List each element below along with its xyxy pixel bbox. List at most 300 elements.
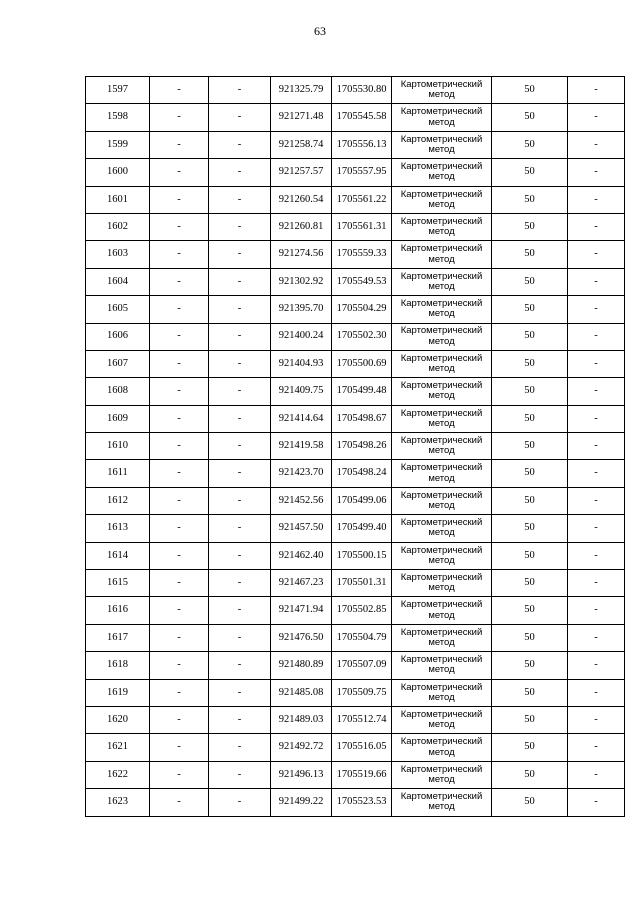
method-line-2: метод xyxy=(428,719,455,731)
y-coordinate-cell: 1705561.22 xyxy=(332,186,392,213)
point-id-cell: 1608 xyxy=(86,378,150,405)
point-id-cell: 1620 xyxy=(86,706,150,733)
dash-cell-1: - xyxy=(150,77,209,104)
method-cell xyxy=(392,624,492,651)
page-number: 63 xyxy=(314,24,326,38)
y-coordinate-cell: 1705549.53 xyxy=(332,268,392,295)
x-coordinate-cell: 921395.70 xyxy=(271,296,332,323)
x-coordinate-cell: 921409.75 xyxy=(271,378,332,405)
precision-cell: 50 xyxy=(492,241,568,268)
method-line-1: Картометрический xyxy=(400,736,483,748)
point-id-cell: 1600 xyxy=(86,159,150,186)
dash-cell-3: - xyxy=(568,789,625,816)
table-row xyxy=(86,542,625,569)
precision-cell: 50 xyxy=(492,624,568,651)
dash-cell-1: - xyxy=(150,706,209,733)
dash-cell-3: - xyxy=(568,213,625,240)
x-coordinate-cell: 921258.74 xyxy=(271,131,332,158)
y-coordinate-cell: 1705556.13 xyxy=(332,131,392,158)
dash-cell-2: - xyxy=(209,405,271,432)
method-cell xyxy=(392,570,492,597)
dash-cell-3: - xyxy=(568,515,625,542)
dash-cell-1: - xyxy=(150,241,209,268)
point-id-cell: 1612 xyxy=(86,487,150,514)
dash-cell-1: - xyxy=(150,405,209,432)
dash-cell-1: - xyxy=(150,350,209,377)
method-cell xyxy=(392,734,492,761)
y-coordinate-cell: 1705516.05 xyxy=(332,734,392,761)
method-line-1: Картометрический xyxy=(400,791,483,803)
precision-cell: 50 xyxy=(492,77,568,104)
dash-cell-2: - xyxy=(209,323,271,350)
point-id-cell: 1614 xyxy=(86,542,150,569)
dash-cell-2: - xyxy=(209,268,271,295)
method-line-2: метод xyxy=(428,773,455,785)
dash-cell-1: - xyxy=(150,761,209,788)
method-cell xyxy=(392,350,492,377)
dash-cell-3: - xyxy=(568,131,625,158)
method-line-1: Картометрический xyxy=(400,133,483,145)
x-coordinate-cell: 921499.22 xyxy=(271,789,332,816)
method-cell xyxy=(392,131,492,158)
y-coordinate-cell: 1705498.26 xyxy=(332,433,392,460)
table-row xyxy=(86,186,625,213)
y-coordinate-cell: 1705523.53 xyxy=(332,789,392,816)
dash-cell-1: - xyxy=(150,268,209,295)
dash-cell-2: - xyxy=(209,433,271,460)
dash-cell-3: - xyxy=(568,706,625,733)
method-line-2: метод xyxy=(428,390,455,402)
point-id-cell: 1616 xyxy=(86,597,150,624)
precision-cell: 50 xyxy=(492,213,568,240)
method-cell xyxy=(392,104,492,131)
y-coordinate-cell: 1705504.79 xyxy=(332,624,392,651)
method-line-1: Картометрический xyxy=(400,544,483,556)
point-id-cell: 1604 xyxy=(86,268,150,295)
method-line-1: Картометрический xyxy=(400,763,483,775)
method-line-2: метод xyxy=(428,226,455,238)
x-coordinate-cell: 921467.23 xyxy=(271,570,332,597)
y-coordinate-cell: 1705498.67 xyxy=(332,405,392,432)
x-coordinate-cell: 921419.58 xyxy=(271,433,332,460)
dash-cell-2: - xyxy=(209,789,271,816)
x-coordinate-cell: 921457.50 xyxy=(271,515,332,542)
y-coordinate-cell: 1705561.31 xyxy=(332,213,392,240)
dash-cell-3: - xyxy=(568,378,625,405)
dash-cell-3: - xyxy=(568,268,625,295)
x-coordinate-cell: 921302.92 xyxy=(271,268,332,295)
dash-cell-1: - xyxy=(150,104,209,131)
table-row xyxy=(86,131,625,158)
method-line-2: метод xyxy=(428,609,455,621)
x-coordinate-cell: 921489.03 xyxy=(271,706,332,733)
y-coordinate-cell: 1705519.66 xyxy=(332,761,392,788)
dash-cell-2: - xyxy=(209,597,271,624)
dash-cell-2: - xyxy=(209,460,271,487)
method-line-1: Картометрический xyxy=(400,435,483,447)
dash-cell-2: - xyxy=(209,487,271,514)
table-row xyxy=(86,706,625,733)
method-cell xyxy=(392,241,492,268)
method-line-1: Картометрический xyxy=(400,626,483,638)
x-coordinate-cell: 921485.08 xyxy=(271,679,332,706)
dash-cell-3: - xyxy=(568,734,625,761)
x-coordinate-cell: 921496.13 xyxy=(271,761,332,788)
y-coordinate-cell: 1705504.29 xyxy=(332,296,392,323)
dash-cell-3: - xyxy=(568,296,625,323)
dash-cell-3: - xyxy=(568,487,625,514)
method-line-2: метод xyxy=(428,801,455,813)
method-line-2: метод xyxy=(428,691,455,703)
dash-cell-1: - xyxy=(150,652,209,679)
dash-cell-1: - xyxy=(150,679,209,706)
method-line-1: Картометрический xyxy=(400,188,483,200)
dash-cell-1: - xyxy=(150,542,209,569)
dash-cell-1: - xyxy=(150,186,209,213)
table-row xyxy=(86,350,625,377)
method-line-1: Картометрический xyxy=(400,489,483,501)
x-coordinate-cell: 921400.24 xyxy=(271,323,332,350)
table-row xyxy=(86,296,625,323)
x-coordinate-cell: 921476.50 xyxy=(271,624,332,651)
method-cell xyxy=(392,186,492,213)
precision-cell: 50 xyxy=(492,405,568,432)
table-row xyxy=(86,433,625,460)
dash-cell-2: - xyxy=(209,104,271,131)
precision-cell: 50 xyxy=(492,159,568,186)
method-line-1: Картометрический xyxy=(400,243,483,255)
y-coordinate-cell: 1705500.15 xyxy=(332,542,392,569)
method-cell xyxy=(392,433,492,460)
method-line-2: метод xyxy=(428,253,455,265)
precision-cell: 50 xyxy=(492,652,568,679)
method-line-1: Картометрический xyxy=(400,352,483,364)
method-line-1: Картометрический xyxy=(400,654,483,666)
dash-cell-3: - xyxy=(568,570,625,597)
method-line-1: Картометрический xyxy=(400,462,483,474)
method-line-2: метод xyxy=(428,500,455,512)
method-cell xyxy=(392,323,492,350)
x-coordinate-cell: 921260.81 xyxy=(271,213,332,240)
table-row xyxy=(86,104,625,131)
dash-cell-3: - xyxy=(568,323,625,350)
y-coordinate-cell: 1705545.58 xyxy=(332,104,392,131)
method-line-1: Картометрический xyxy=(400,681,483,693)
table-row xyxy=(86,624,625,651)
precision-cell: 50 xyxy=(492,268,568,295)
method-line-2: метод xyxy=(428,472,455,484)
method-line-1: Картометрический xyxy=(400,270,483,282)
method-cell xyxy=(392,597,492,624)
y-coordinate-cell: 1705498.24 xyxy=(332,460,392,487)
method-cell xyxy=(392,159,492,186)
dash-cell-3: - xyxy=(568,350,625,377)
table-row xyxy=(86,378,625,405)
method-line-2: метод xyxy=(428,171,455,183)
table-row xyxy=(86,597,625,624)
dash-cell-1: - xyxy=(150,487,209,514)
method-line-1: Картометрический xyxy=(400,517,483,529)
point-id-cell: 1623 xyxy=(86,789,150,816)
y-coordinate-cell: 1705502.30 xyxy=(332,323,392,350)
precision-cell: 50 xyxy=(492,515,568,542)
dash-cell-1: - xyxy=(150,624,209,651)
y-coordinate-cell: 1705512.74 xyxy=(332,706,392,733)
table-row xyxy=(86,213,625,240)
dash-cell-2: - xyxy=(209,679,271,706)
precision-cell: 50 xyxy=(492,186,568,213)
method-line-1: Картометрический xyxy=(400,599,483,611)
dash-cell-3: - xyxy=(568,624,625,651)
x-coordinate-cell: 921452.56 xyxy=(271,487,332,514)
point-id-cell: 1606 xyxy=(86,323,150,350)
method-line-2: метод xyxy=(428,637,455,648)
table-row xyxy=(86,268,625,295)
dash-cell-3: - xyxy=(568,679,625,706)
method-line-2: метод xyxy=(428,445,455,457)
y-coordinate-cell: 1705530.80 xyxy=(332,77,392,104)
dash-cell-3: - xyxy=(568,761,625,788)
table-row xyxy=(86,570,625,597)
table-row xyxy=(86,487,625,514)
point-id-cell: 1618 xyxy=(86,652,150,679)
dash-cell-2: - xyxy=(209,761,271,788)
dash-cell-3: - xyxy=(568,652,625,679)
precision-cell: 50 xyxy=(492,378,568,405)
dash-cell-2: - xyxy=(209,296,271,323)
dash-cell-1: - xyxy=(150,213,209,240)
method-cell xyxy=(392,789,492,816)
method-line-1: Картометрический xyxy=(400,106,483,118)
point-id-cell: 1601 xyxy=(86,186,150,213)
method-cell xyxy=(392,296,492,323)
y-coordinate-cell: 1705557.95 xyxy=(332,159,392,186)
method-cell xyxy=(392,542,492,569)
x-coordinate-cell: 921325.79 xyxy=(271,77,332,104)
dash-cell-3: - xyxy=(568,433,625,460)
point-id-cell: 1598 xyxy=(86,104,150,131)
precision-cell: 50 xyxy=(492,433,568,460)
dash-cell-2: - xyxy=(209,131,271,158)
table-row xyxy=(86,789,625,816)
table-row xyxy=(86,652,625,679)
dash-cell-2: - xyxy=(209,213,271,240)
table-row xyxy=(86,460,625,487)
dash-cell-2: - xyxy=(209,77,271,104)
table-row xyxy=(86,159,625,186)
coordinates-table xyxy=(85,76,625,817)
table-row xyxy=(86,405,625,432)
point-id-cell: 1621 xyxy=(86,734,150,761)
x-coordinate-cell: 921471.94 xyxy=(271,597,332,624)
table-row xyxy=(86,734,625,761)
precision-cell: 50 xyxy=(492,104,568,131)
dash-cell-1: - xyxy=(150,433,209,460)
method-line-1: Картометрический xyxy=(400,161,483,173)
point-id-cell: 1607 xyxy=(86,350,150,377)
point-id-cell: 1599 xyxy=(86,131,150,158)
table-row xyxy=(86,241,625,268)
method-cell xyxy=(392,268,492,295)
table-row xyxy=(86,323,625,350)
dash-cell-1: - xyxy=(150,159,209,186)
x-coordinate-cell: 921271.48 xyxy=(271,104,332,131)
dash-cell-1: - xyxy=(150,131,209,158)
x-coordinate-cell: 921492.72 xyxy=(271,734,332,761)
dash-cell-3: - xyxy=(568,104,625,131)
precision-cell: 50 xyxy=(492,350,568,377)
precision-cell: 50 xyxy=(492,487,568,514)
method-line-1: Картометрический xyxy=(400,298,483,310)
x-coordinate-cell: 921260.54 xyxy=(271,186,332,213)
dash-cell-2: - xyxy=(209,186,271,213)
method-line-2: метод xyxy=(428,335,455,347)
point-id-cell: 1605 xyxy=(86,296,150,323)
dash-cell-1: - xyxy=(150,515,209,542)
dash-cell-1: - xyxy=(150,460,209,487)
method-cell xyxy=(392,405,492,432)
dash-cell-2: - xyxy=(209,241,271,268)
y-coordinate-cell: 1705499.06 xyxy=(332,487,392,514)
method-cell xyxy=(392,378,492,405)
dash-cell-3: - xyxy=(568,77,625,104)
method-cell xyxy=(392,679,492,706)
x-coordinate-cell: 921404.93 xyxy=(271,350,332,377)
method-line-1: Картометрический xyxy=(400,325,483,337)
precision-cell: 50 xyxy=(492,460,568,487)
point-id-cell: 1611 xyxy=(86,460,150,487)
point-id-cell: 1609 xyxy=(86,405,150,432)
precision-cell: 50 xyxy=(492,597,568,624)
dash-cell-1: - xyxy=(150,570,209,597)
method-line-1: Картометрический xyxy=(400,571,483,583)
dash-cell-3: - xyxy=(568,597,625,624)
point-id-cell: 1613 xyxy=(86,515,150,542)
method-cell xyxy=(392,460,492,487)
method-line-1: Картометрический xyxy=(400,407,483,419)
point-id-cell: 1619 xyxy=(86,679,150,706)
method-line-2: метод xyxy=(428,280,455,292)
method-line-2: метод xyxy=(428,89,455,101)
x-coordinate-cell: 921257.57 xyxy=(271,159,332,186)
method-line-2: метод xyxy=(428,308,455,320)
method-cell xyxy=(392,515,492,542)
table-row xyxy=(86,761,625,788)
method-line-1: Картометрический xyxy=(400,215,483,227)
precision-cell: 50 xyxy=(492,761,568,788)
method-line-2: метод xyxy=(428,664,455,676)
dash-cell-2: - xyxy=(209,624,271,651)
dash-cell-1: - xyxy=(150,734,209,761)
precision-cell: 50 xyxy=(492,789,568,816)
dash-cell-2: - xyxy=(209,350,271,377)
method-line-1: Картометрический xyxy=(400,708,483,720)
method-cell xyxy=(392,77,492,104)
y-coordinate-cell: 1705499.40 xyxy=(332,515,392,542)
table-row xyxy=(86,77,625,104)
dash-cell-1: - xyxy=(150,789,209,816)
point-id-cell: 1615 xyxy=(86,570,150,597)
dash-cell-3: - xyxy=(568,241,625,268)
method-line-2: метод xyxy=(428,554,455,566)
dash-cell-2: - xyxy=(209,652,271,679)
x-coordinate-cell: 921462.40 xyxy=(271,542,332,569)
method-line-1: Картометрический xyxy=(400,78,483,90)
method-line-2: метод xyxy=(428,746,455,758)
y-coordinate-cell: 1705499.48 xyxy=(332,378,392,405)
dash-cell-3: - xyxy=(568,186,625,213)
table-row xyxy=(86,515,625,542)
precision-cell: 50 xyxy=(492,679,568,706)
dash-cell-2: - xyxy=(209,159,271,186)
dash-cell-1: - xyxy=(150,323,209,350)
method-line-2: метод xyxy=(428,582,455,594)
precision-cell: 50 xyxy=(492,734,568,761)
method-line-2: метод xyxy=(428,527,455,539)
x-coordinate-cell: 921414.64 xyxy=(271,405,332,432)
dash-cell-1: - xyxy=(150,378,209,405)
y-coordinate-cell: 1705507.09 xyxy=(332,652,392,679)
method-line-2: метод xyxy=(428,198,455,210)
precision-cell: 50 xyxy=(492,542,568,569)
method-cell xyxy=(392,706,492,733)
method-line-2: метод xyxy=(428,116,455,128)
precision-cell: 50 xyxy=(492,323,568,350)
method-cell xyxy=(392,487,492,514)
x-coordinate-cell: 921480.89 xyxy=(271,652,332,679)
method-line-1: Картометрический xyxy=(400,380,483,392)
method-line-2: метод xyxy=(428,417,455,429)
dash-cell-2: - xyxy=(209,515,271,542)
point-id-cell: 1622 xyxy=(86,761,150,788)
dash-cell-2: - xyxy=(209,706,271,733)
method-line-2: метод xyxy=(428,143,455,155)
method-cell xyxy=(392,652,492,679)
dash-cell-2: - xyxy=(209,570,271,597)
point-id-cell: 1610 xyxy=(86,433,150,460)
dash-cell-3: - xyxy=(568,542,625,569)
x-coordinate-cell: 921274.56 xyxy=(271,241,332,268)
dash-cell-2: - xyxy=(209,542,271,569)
method-cell xyxy=(392,761,492,788)
y-coordinate-cell: 1705500.69 xyxy=(332,350,392,377)
dash-cell-3: - xyxy=(568,159,625,186)
dash-cell-1: - xyxy=(150,296,209,323)
method-line-2: метод xyxy=(428,363,455,375)
precision-cell: 50 xyxy=(492,131,568,158)
y-coordinate-cell: 1705509.75 xyxy=(332,679,392,706)
precision-cell: 50 xyxy=(492,296,568,323)
point-id-cell: 1603 xyxy=(86,241,150,268)
point-id-cell: 1602 xyxy=(86,213,150,240)
y-coordinate-cell: 1705502.85 xyxy=(332,597,392,624)
y-coordinate-cell: 1705501.31 xyxy=(332,570,392,597)
dash-cell-2: - xyxy=(209,378,271,405)
point-id-cell: 1597 xyxy=(86,77,150,104)
precision-cell: 50 xyxy=(492,706,568,733)
point-id-cell: 1617 xyxy=(86,624,150,651)
dash-cell-1: - xyxy=(150,597,209,624)
dash-cell-3: - xyxy=(568,460,625,487)
table-body xyxy=(86,77,625,817)
dash-cell-3: - xyxy=(568,405,625,432)
dash-cell-2: - xyxy=(209,734,271,761)
method-cell xyxy=(392,213,492,240)
table-row xyxy=(86,679,625,706)
y-coordinate-cell: 1705559.33 xyxy=(332,241,392,268)
precision-cell: 50 xyxy=(492,570,568,597)
x-coordinate-cell: 921423.70 xyxy=(271,460,332,487)
